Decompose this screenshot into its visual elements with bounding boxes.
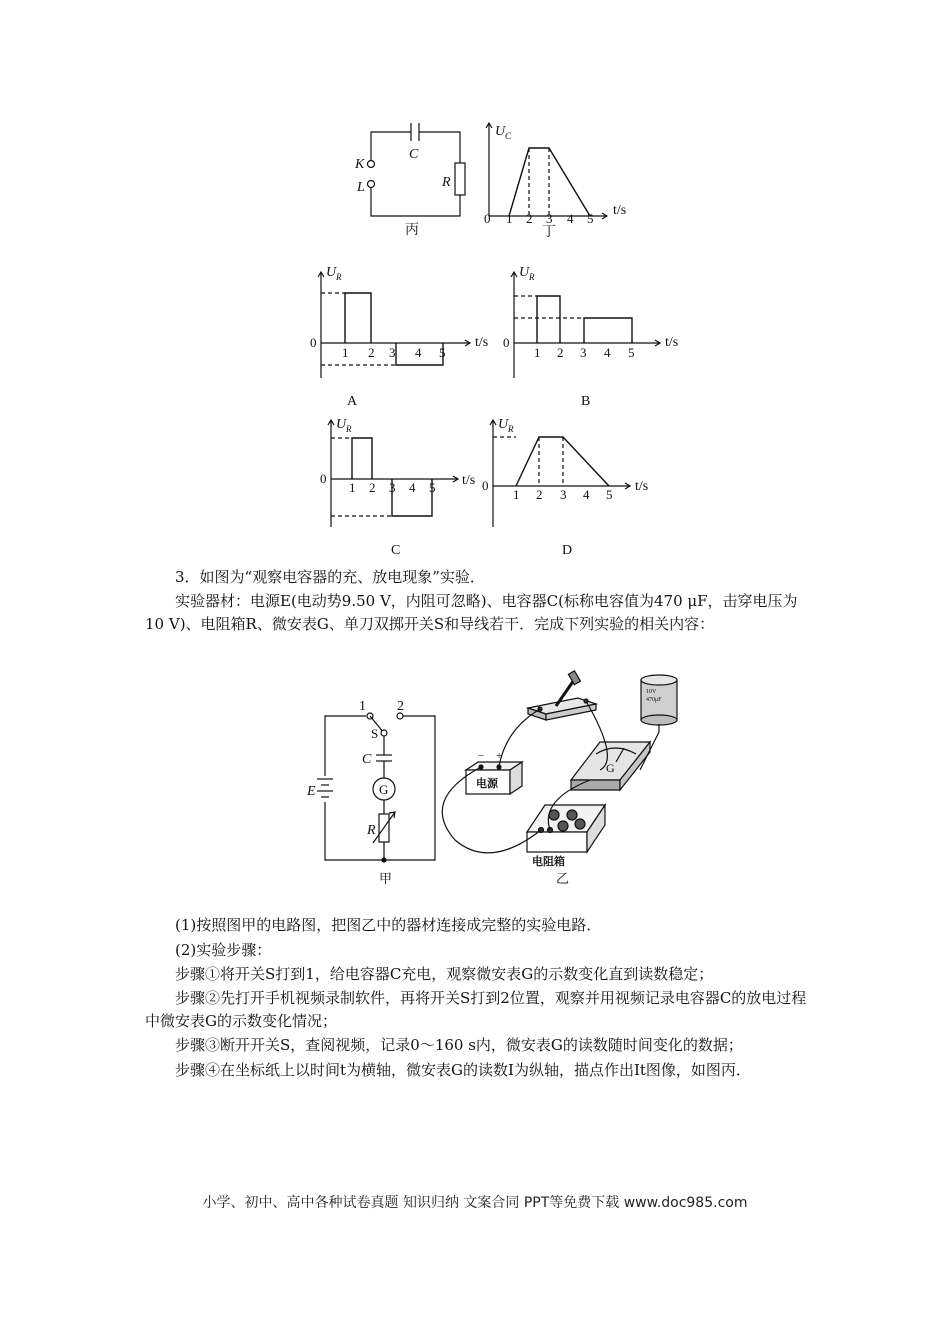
- ding-tick-4: 4: [567, 211, 574, 226]
- option-b-graph: [511, 272, 660, 378]
- option-a-graph: [318, 272, 470, 378]
- yi-power-label: 电源: [476, 778, 498, 790]
- d-ysub: R: [508, 424, 514, 434]
- option-c-graph: [328, 420, 458, 527]
- ding-ysub: C: [505, 131, 512, 141]
- yi-box-label: 电阻箱: [532, 856, 565, 868]
- ding-tick-2: 2: [526, 211, 533, 226]
- option-b-letter: B: [581, 394, 591, 409]
- jia-label-s: S: [371, 726, 379, 741]
- jia-caption: 甲: [379, 871, 393, 886]
- b-tick-3: 3: [580, 345, 587, 360]
- a-tick-5: 5: [439, 345, 446, 360]
- page-footer: 小学、初中、高中各种试卷真题 知识归纳 文案合同 PPT等免费下载 www.doc985.com: [202, 1195, 748, 1211]
- option-d-graph: [490, 420, 630, 527]
- option-c-letter: C: [391, 543, 401, 558]
- bing-label-c: C: [409, 147, 419, 162]
- step-2: 步骤②先打开手机视频录制软件，再将开关S打到2位置，观察并用视频记录电容器C的放电过程中微安表G的示数变化情况；: [145, 989, 807, 1030]
- d-tick-0: 0: [482, 478, 489, 493]
- question-1: (1)按照图甲的电路图，把图乙中的器材连接成完整的实验电路．: [175, 916, 602, 934]
- ding-ylabel: U: [495, 124, 506, 139]
- c-tick-4: 4: [409, 480, 416, 495]
- option-a-letter: A: [347, 394, 358, 409]
- c-xlabel: t/s: [462, 473, 476, 488]
- c-tick-2: 2: [369, 480, 376, 495]
- d-tick-1: 1: [513, 487, 520, 502]
- bing-label-k: K: [355, 157, 365, 172]
- b-tick-4: 4: [604, 345, 611, 360]
- problem-intro: 3．如图为“观察电容器的充、放电现象”实验．: [175, 568, 485, 586]
- bing-label-r: R: [442, 175, 451, 190]
- jia-label-r: R: [367, 823, 376, 838]
- jia-node-1: 1: [359, 699, 366, 714]
- b-xlabel: t/s: [665, 335, 679, 350]
- yi-plus: +: [496, 750, 503, 762]
- step-1: 步骤①将开关S打到1，给电容器C充电，观察微安表G的示数变化直到读数稳定；: [175, 965, 714, 983]
- jia-label-c: C: [362, 752, 372, 767]
- option-d-letter: D: [562, 543, 573, 558]
- yi-minus: −: [478, 750, 485, 762]
- c-ysub: R: [346, 424, 352, 434]
- a-tick-3: 3: [389, 345, 396, 360]
- circuit-bing: [368, 123, 466, 216]
- d-tick-5: 5: [606, 487, 613, 502]
- ding-tick-3: 3: [546, 211, 553, 226]
- a-tick-1: 1: [342, 345, 349, 360]
- a-ysub: R: [336, 272, 342, 282]
- c-tick-3: 3: [389, 480, 396, 495]
- b-tick-0: 0: [503, 335, 510, 350]
- problem-materials: 实验器材：电源E(电动势9.50 V，内阻可忽略)、电容器C(标称电容值为470 μF，击穿电压为10 V)、电阻箱R、微安表G、单刀双掷开关S和导线若干．完成下列实验的相关内容：: [145, 592, 798, 633]
- a-tick-2: 2: [368, 345, 375, 360]
- a-tick-4: 4: [415, 345, 422, 360]
- c-tick-1: 1: [349, 480, 356, 495]
- b-tick-5: 5: [628, 345, 635, 360]
- yi-meter-g: G: [606, 761, 615, 775]
- ding-tick-0: 0: [484, 211, 491, 226]
- a-tick-0: 0: [310, 335, 317, 350]
- b-tick-1: 1: [534, 345, 541, 360]
- d-tick-2: 2: [536, 487, 543, 502]
- bing-label-l: L: [357, 180, 365, 195]
- c-ylabel: U: [336, 417, 347, 432]
- ding-caption: 丁: [542, 225, 556, 240]
- b-ysub: R: [529, 272, 535, 282]
- a-xlabel: t/s: [475, 335, 489, 350]
- b-ylabel: U: [519, 265, 530, 280]
- bing-caption: 丙: [405, 223, 419, 238]
- jia-label-e: E: [307, 784, 316, 799]
- ding-tick-5: 5: [587, 211, 594, 226]
- d-xlabel: t/s: [635, 479, 649, 494]
- step-3: 步骤③断开开关S，查阅视频，记录0～160 s内，微安表G的读数随时间变化的数据；: [175, 1036, 743, 1054]
- yi-caption: 乙: [556, 871, 570, 886]
- yi-cap-value: 470μF: [646, 697, 662, 703]
- step-4: 步骤④在坐标纸上以时间t为横轴，微安表G的读数I为纵轴，描点作出It图像，如图丙．: [175, 1061, 751, 1079]
- jia-label-g: G: [379, 782, 389, 797]
- d-ylabel: U: [498, 417, 509, 432]
- question-2: (2)实验步骤：: [175, 941, 272, 959]
- yi-cap-volt: 10V: [646, 689, 657, 695]
- d-tick-4: 4: [583, 487, 590, 502]
- jia-node-2: 2: [397, 699, 404, 714]
- a-ylabel: U: [326, 265, 337, 280]
- b-tick-2: 2: [557, 345, 564, 360]
- c-tick-0: 0: [320, 471, 327, 486]
- ding-xlabel: t/s: [613, 203, 627, 218]
- ding-tick-1: 1: [506, 211, 513, 226]
- c-tick-5: 5: [429, 480, 436, 495]
- d-tick-3: 3: [560, 487, 567, 502]
